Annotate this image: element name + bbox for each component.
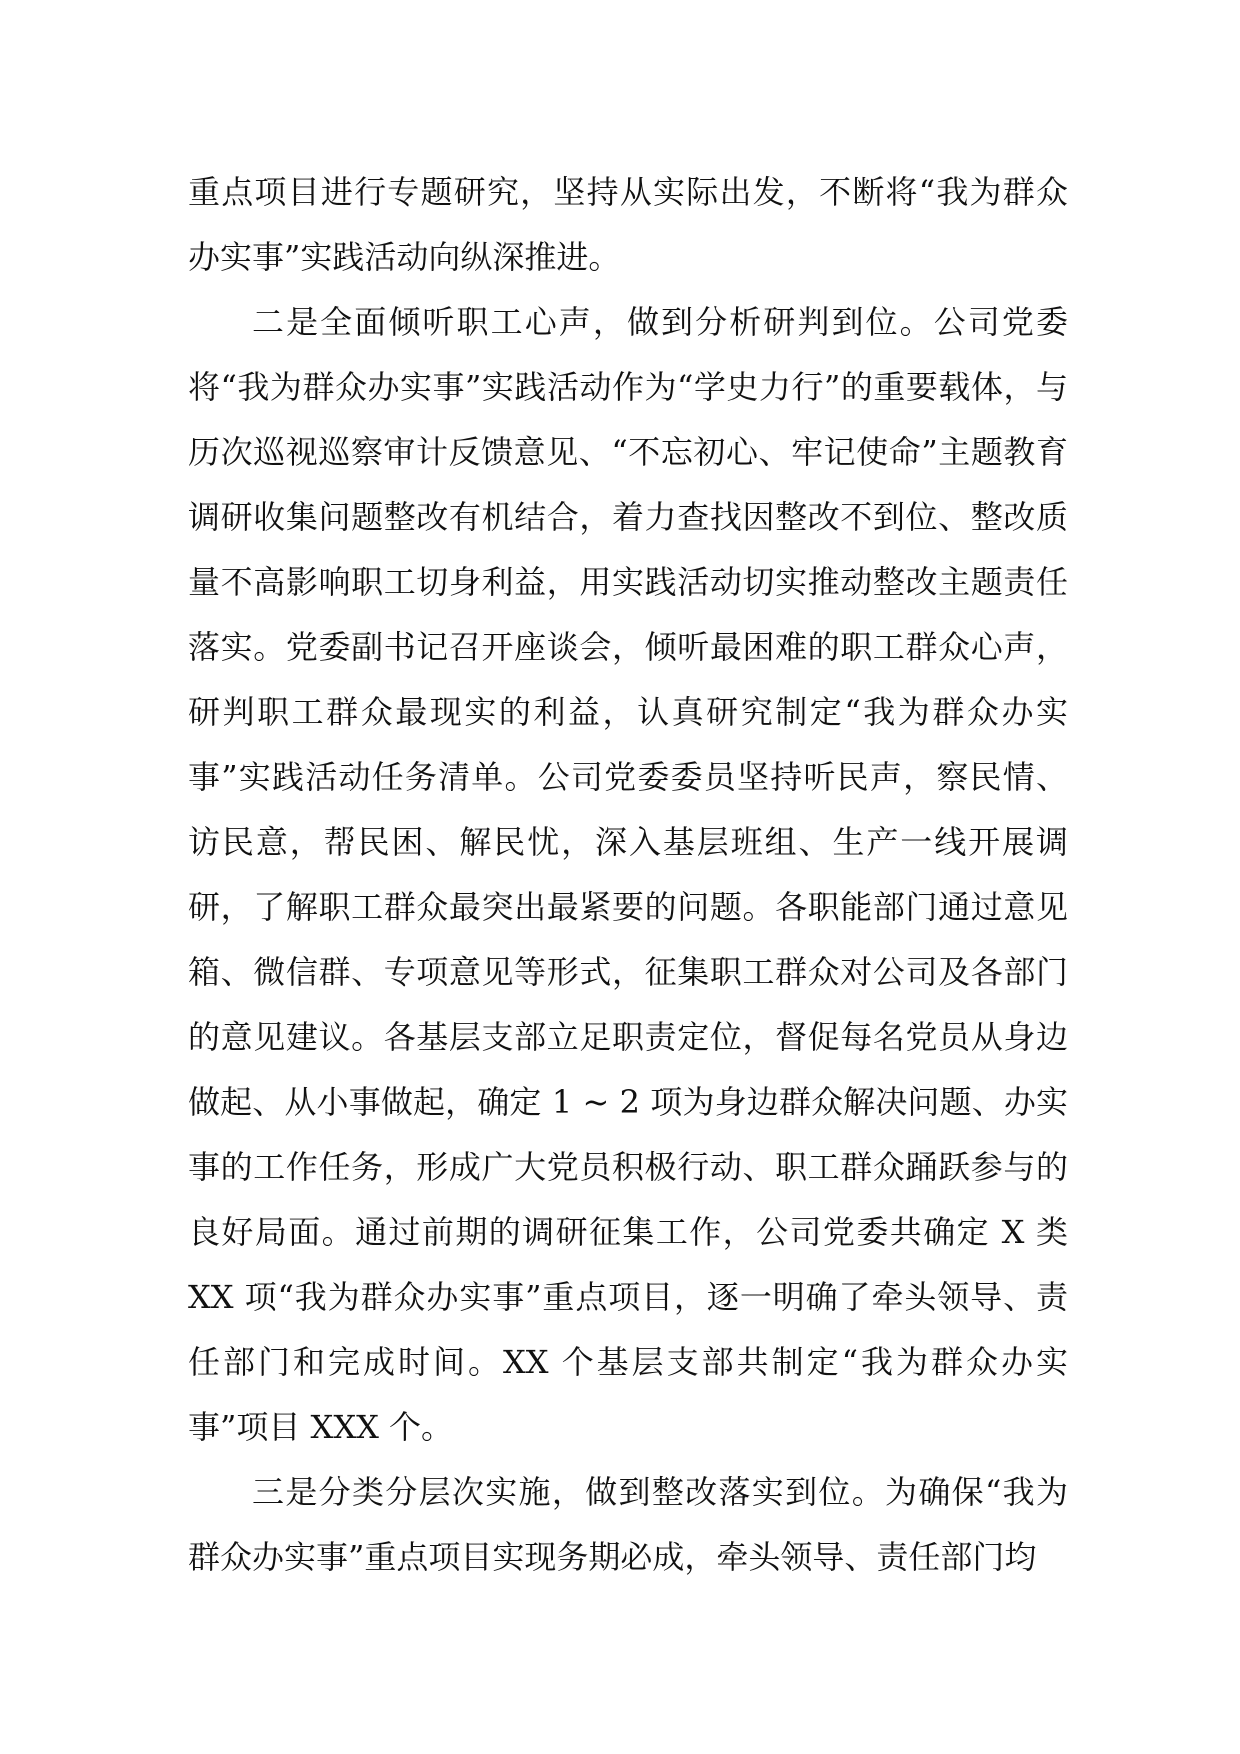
paragraph-implementation: 三是分类分层次实施，做到整改落实到位。为确保“我为群众办实事”重点项目实现务期必成，牵头领导、责任部门均 — [188, 1473, 1068, 1576]
paragraph-continued: 重点项目进行专题研究，坚持从实际出发，不断将“我为群众办实事”实践活动向纵深推进。 — [188, 173, 1068, 276]
document-body — [188, 160, 1068, 1590]
paragraph-listening-to-workers: 二是全面倾听职工心声，做到分析研判到位。公司党委将“我为群众办实事”实践活动作为“学史力行”的重要载体，与历次巡视巡察审计反馈意见、“不忘初心、牢记使命”主题教育调研收集问题整改有机结合，着力查找因整改不到位、整改质量不高影响职工切身利益，用实践活动切实推动整改主题责任落实。党委副书记召开座谈会，倾听最困难的职工群众心声，研判职工群众最现实的利益，认真研究制定“我为群众办实事”实践活动任务清单。公司党委委员坚持听民声，察民情、访民意，帮民困、解民忧，深入基层班组、生产一线开展调研，了解职工群众最突出最紧要的问题。各职能部门通过意见箱、微信群、专项意见等形式，征集职工群众对公司及各部门的意见建议。各基层支部立足职责定位，督促每名党员从身边做起、从小事做起，确定 1 ~ 2 项为身边群众解决问题、办实事的工作任务，形成广大党员积极行动、职工群众踊跃参与的良好局面。通过前期的调研征集工作，公司党委共确定 X 类 XX 项“我为群众办实事”重点项目，逐一明确了牵头领导、责任部门和完成时间。XX 个基层支部共制定“我为群众办实事”项目 XXX 个。 — [188, 303, 1068, 1446]
